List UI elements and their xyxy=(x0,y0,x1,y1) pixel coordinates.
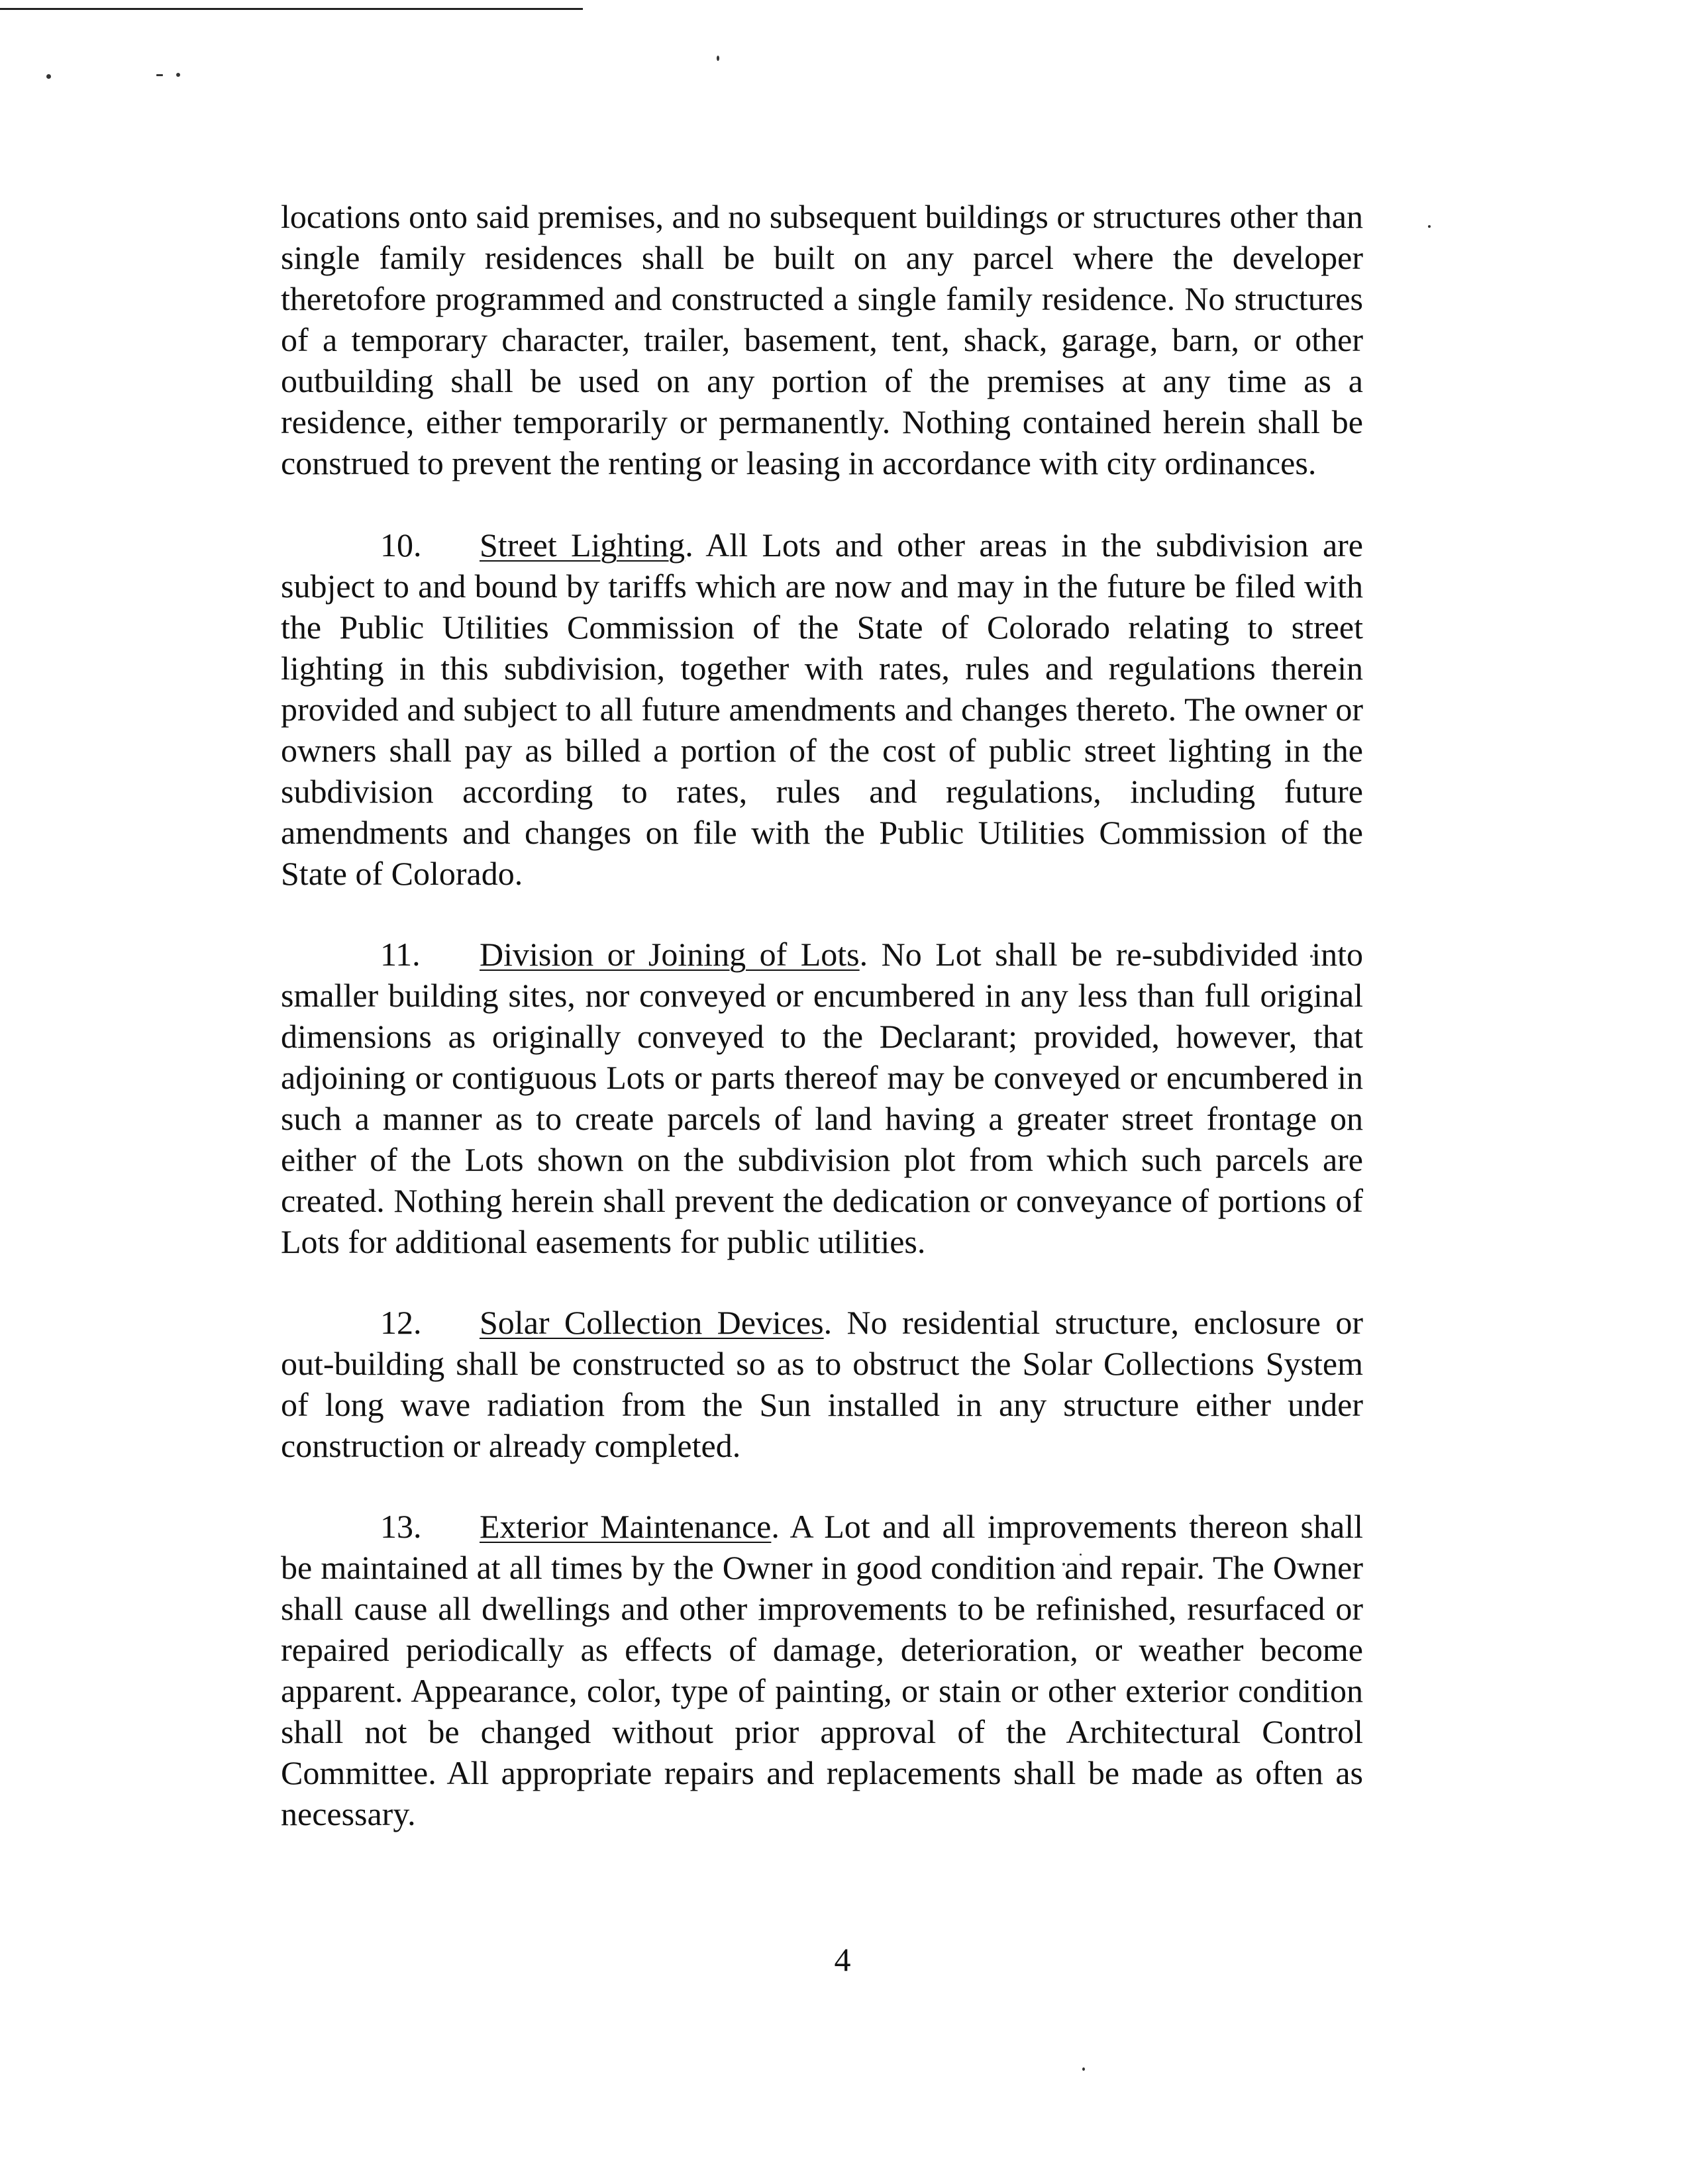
scan-top-rule xyxy=(0,8,583,10)
section-heading: Exterior Maintenance xyxy=(480,1508,772,1545)
section-heading: Street Lighting xyxy=(480,526,686,564)
section-text: . All Lots and other areas in the subdivision are subject to and bound by tariffs which are now and may in the future be filed with the Public Utilities Commission of the State of Colorado relating to street lighting in this subdivision, together with rates, rules and regulations therein provided and subject to all future amendments and changes thereto. The owner or owners shall pay as billed a portion of the cost of public street lighting in the subdivision according to rates, rules and regulations, including future amendments and changes on file with the Public Utilities Commission of the State of Colorado. xyxy=(281,526,1363,892)
section-street-lighting xyxy=(281,524,1363,894)
scan-speck xyxy=(1428,225,1431,228)
scan-speck xyxy=(717,56,719,61)
section-number: 11. xyxy=(380,936,421,973)
section-solar-collection-devices xyxy=(281,1302,1363,1466)
scan-speck xyxy=(176,73,180,77)
scan-speck xyxy=(156,74,163,76)
section-number: 13. xyxy=(380,1508,422,1545)
section-heading: Division or Joining of Lots xyxy=(480,936,860,973)
page-number: 4 xyxy=(834,1941,851,1978)
section-heading: Solar Collection Devices xyxy=(480,1304,824,1341)
scan-speck xyxy=(46,74,51,79)
section-division-joining-lots xyxy=(281,934,1363,1262)
section-number: 12. xyxy=(380,1304,422,1341)
section-exterior-maintenance xyxy=(281,1506,1363,1834)
section-number: 10. xyxy=(380,526,422,564)
document-body xyxy=(281,196,1363,1874)
section-text: . No residential structure, enclosure or out-building shall be constructed so as to obstruct the Solar Collections System of long wave radiation from the Sun installed in any structure either under construction or already completed. xyxy=(281,1304,1363,1464)
intro-paragraph: locations onto said premises, and no subsequent buildings or structures other than single family residences shall be built on any parcel where the developer theretofore programmed and constructed a single family residence. No structures of a temporary character, trailer, basement, tent, shack, garage, barn, or other outbuilding shall be used on any portion of the premises at any time as a residence, either temporarily or permanently. Nothing contained herein shall be construed to prevent the renting or leasing in accordance with city ordinances. xyxy=(281,198,1363,481)
section-text: . No Lot shall be re-subdivided into smaller building sites, nor conveyed or encumbered in any less than full original dimensions as originally conveyed to the Declarant; provided, however, that adjoining or contiguous Lots or parts thereof may be conveyed or encumbered in such a manner as to create parcels of land having a greater street frontage on either of the Lots shown on the subdivision plot from which such parcels are created. Nothing herein shall prevent the dedication or conveyance of portions of Lots for additional easements for public utilities. xyxy=(281,936,1363,1260)
scan-speck xyxy=(1082,2067,1085,2071)
section-text: . A Lot and all improvements thereon shall be maintained at all times by the Owner in good condition and repair. The Owner shall cause all dwellings and other improvements to be refinished, resurfaced or repaired periodically as effects of damage, deterioration, or weather become apparent. Appearance, color, type of painting, or stain or other exterior condition shall not be changed without prior approval of the Architectural Control Committee. All appropriate repairs and replacements shall be made as often as necessary. xyxy=(281,1508,1363,1832)
